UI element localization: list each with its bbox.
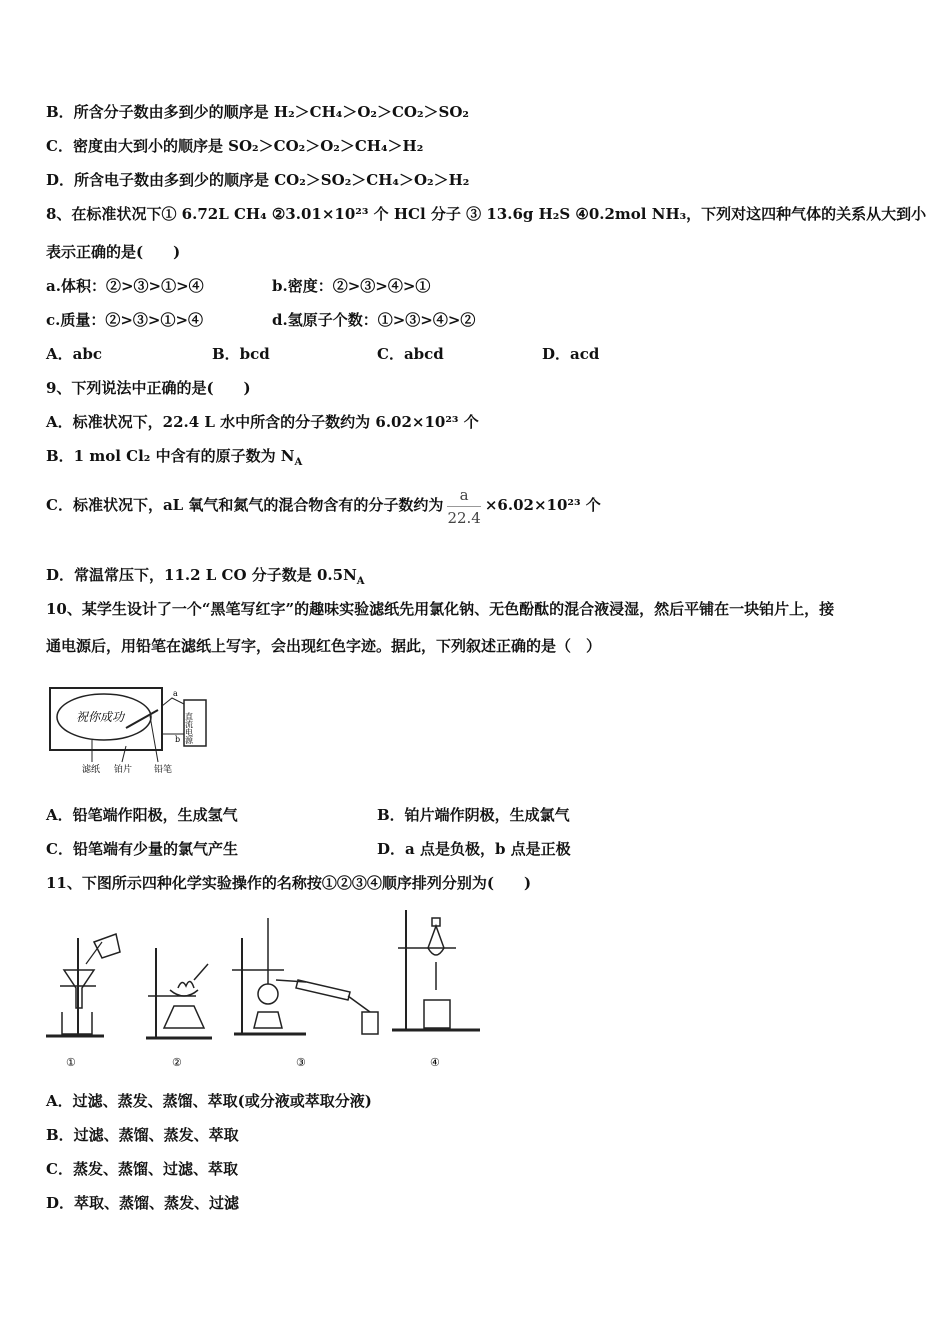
fraction-numerator: a (459, 485, 469, 504)
q9-option-d-subscript: A (356, 576, 365, 587)
label-pencil: 铅笔 (154, 765, 173, 775)
q9-option-d (46, 565, 365, 592)
q9-option-a: A．标准状况下，22.4 L 水中所含的分子数约为 6.02×10²³ 个 (46, 413, 479, 431)
q10-option-a: A．铅笔端作阳极，生成氢气 (46, 806, 238, 824)
q10-stem-line2: 通电源后，用铅笔在滤纸上写字，会出现红色字迹。据此，下列叙述正确的是（ ） (46, 637, 602, 655)
label-filter-paper: 滤纸 (82, 765, 101, 775)
label-platinum: 铂片 (114, 765, 133, 775)
q10-option-d: D．a 点是负极，b 点是正极 (377, 840, 571, 858)
q11-option-a: A．过滤、蒸发、蒸馏、萃取(或分液或萃取分液) (46, 1092, 372, 1110)
distillation-apparatus (232, 918, 378, 1034)
q9-option-c-text-end: ×6.02×10²³ 个 (484, 496, 601, 514)
q8-statement-b: b.密度：②>③>④>① (272, 277, 431, 295)
q11-stem: 11、下图所示四种化学实验操作的名称按①②③④顺序排列分别为( ) (46, 874, 532, 892)
pencil (126, 710, 158, 728)
separatory-funnel-apparatus (392, 910, 480, 1030)
label-1: ① (66, 1056, 76, 1069)
pointer-pencil (150, 716, 158, 762)
q11-option-d: D．萃取、蒸馏、蒸发、过滤 (46, 1194, 240, 1212)
q10-option-b: B．铂片端作阴极，生成氯气 (377, 806, 570, 824)
q8-statement-d: d.氢原子个数：①>③>④>② (272, 311, 476, 329)
q8-option-a: A．abc (46, 345, 102, 363)
electrolysis-diagram (46, 684, 216, 776)
point-b: b (175, 735, 181, 744)
label-4: ④ (430, 1056, 440, 1069)
q7-option-b: B．所含分子数由多到少的顺序是 H₂＞CH₄＞O₂＞CO₂＞SO₂ (46, 103, 470, 121)
q11-option-b: B．过滤、蒸馏、蒸发、萃取 (46, 1126, 239, 1144)
q8-option-b: B．bcd (212, 345, 270, 363)
q10-stem-line1: 10、某学生设计了一个“黑笔写红字”的趣味实验滤纸先用氯化钠、无色酚酞的混合液浸湿，然后平铺在一块铂片上，接 (46, 600, 835, 618)
lab-operations-diagram (44, 908, 484, 1073)
q9-option-b-subscript: A (294, 457, 303, 468)
q8-statement-c: c.质量：②>③>①>④ (46, 311, 204, 329)
q11-option-c: C．蒸发、蒸馏、过滤、萃取 (46, 1160, 238, 1178)
q9-option-d-text: D．常温常压下，11.2 L CO 分子数是 0.5N (46, 566, 357, 584)
lab-operations-figure (44, 908, 484, 1073)
q9-option-c (46, 482, 601, 528)
q8-stem-line1: 8、在标准状况下① 6.72L CH₄ ②3.01×10²³ 个 HCl 分子 ③ 13.6g H₂S ④0.2mol NH₃，下列对这四种气体的关系从大到小 (46, 205, 927, 223)
power-supply-label: 直流电源 (184, 712, 194, 744)
point-a: a (173, 689, 178, 698)
wire-top (162, 698, 184, 706)
figure-writing: 祝你成功 (76, 710, 125, 724)
evaporation-apparatus (146, 948, 212, 1038)
filtration-apparatus (46, 934, 120, 1036)
q9-option-b (46, 446, 302, 473)
electrolysis-figure (46, 684, 216, 776)
q9-option-b-text: B．1 mol Cl₂ 中含有的原子数为 N (46, 447, 295, 465)
fraction-bar (447, 506, 480, 507)
q8-stem-line2: 表示正确的是( ) (46, 243, 181, 261)
fraction-denominator: 22.4 (447, 508, 481, 527)
q8-option-d: D．acd (542, 345, 600, 363)
fraction (447, 486, 480, 527)
label-3: ③ (296, 1056, 306, 1069)
q7-option-d: D．所含电子数由多到少的顺序是 CO₂＞SO₂＞CH₄＞O₂＞H₂ (46, 171, 470, 189)
q8-option-c: C．abcd (377, 345, 444, 363)
pointer-platinum (122, 746, 126, 762)
q9-option-c-text: C．标准状况下，aL 氧气和氮气的混合物含有的分子数约为 (46, 496, 444, 514)
label-2: ② (172, 1056, 182, 1069)
q10-option-c: C．铅笔端有少量的氯气产生 (46, 840, 238, 858)
q8-statement-a: a.体积：②>③>①>④ (46, 277, 204, 295)
q7-option-c: C．密度由大到小的顺序是 SO₂＞CO₂＞O₂＞CH₄＞H₂ (46, 137, 424, 155)
q9-stem: 9、下列说法中正确的是( ) (46, 379, 251, 397)
